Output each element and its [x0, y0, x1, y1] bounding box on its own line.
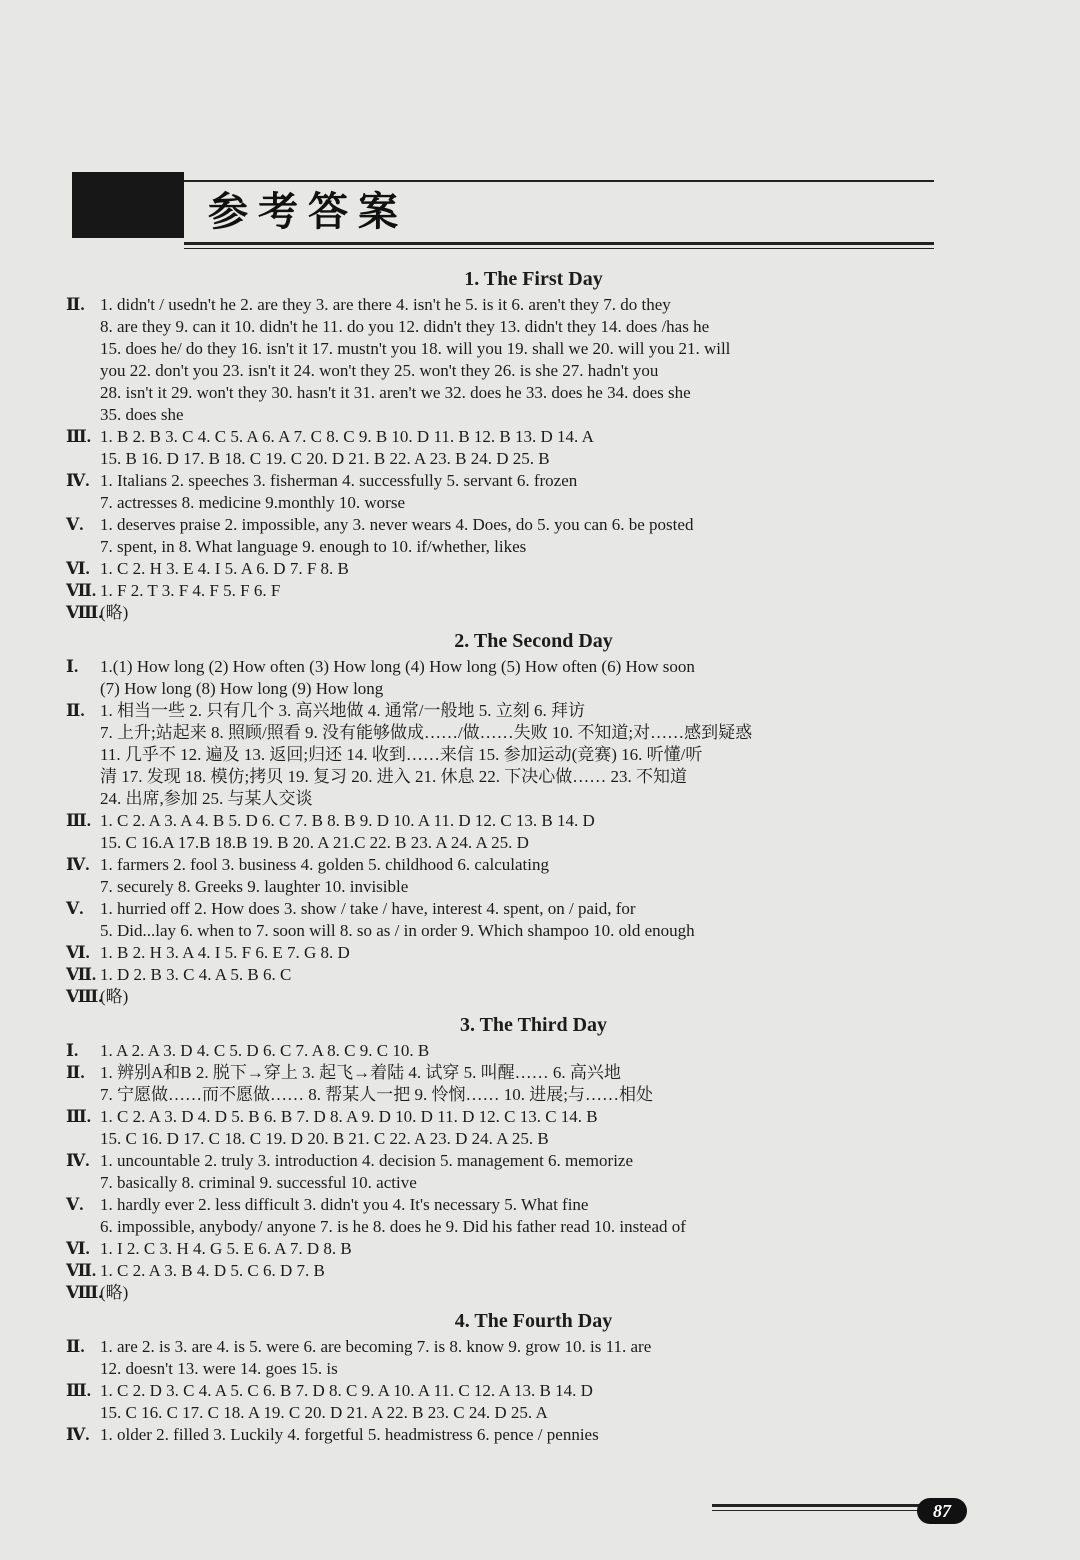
section-numeral: Ⅰ. — [66, 657, 79, 676]
answer-line: 1. older 2. filled 3. Luckily 4. forgetful 5. headmistress 6. pence / pennies — [100, 1425, 599, 1444]
section-numeral: Ⅴ. — [66, 899, 84, 918]
answer-section — [66, 426, 1001, 470]
answer-section — [66, 656, 1001, 700]
answer-line: 7. actresses 8. medicine 9.monthly 10. worse — [100, 493, 405, 512]
answer-section — [66, 1424, 1001, 1446]
answer-line: 1. Italians 2. speeches 3. fisherman 4. successfully 5. servant 6. frozen — [100, 471, 578, 490]
answer-lines — [100, 1424, 599, 1446]
answer-section — [66, 1040, 1001, 1062]
header-rule-top — [184, 180, 934, 182]
answer-line: 1. hardly ever 2. less difficult 3. didn't you 4. It's necessary 5. What fine — [100, 1195, 589, 1214]
day-heading: 2. The Second Day — [454, 630, 613, 652]
answer-lines — [100, 656, 695, 700]
answer-section — [66, 1150, 1001, 1194]
answer-line: 15. C 16.A 17.B 18.B 19. B 20. A 21.C 22. B 23. A 24. A 25. D — [100, 833, 529, 852]
answer-line: 1. C 2. D 3. C 4. A 5. C 6. B 7. D 8. C 9. A 10. A 11. C 12. A 13. B 14. D — [100, 1381, 593, 1400]
answer-line: 15. B 16. D 17. B 18. C 19. C 20. D 21. B 22. A 23. B 24. D 25. B — [100, 449, 550, 468]
answer-line: 8. are they 9. can it 10. didn't he 11. do you 12. didn't they 13. didn't they 14. does /has he — [100, 317, 710, 336]
answer-lines — [100, 1260, 325, 1282]
answer-section — [66, 964, 1001, 986]
answer-line: (略) — [100, 1283, 129, 1302]
section-numeral: Ⅶ. — [66, 965, 97, 984]
section-numeral: Ⅵ. — [66, 1239, 90, 1258]
answer-lines — [100, 1150, 633, 1194]
answer-line: 15. C 16. D 17. C 18. C 19. D 20. B 21. C 22. A 23. D 24. A 25. B — [100, 1129, 549, 1148]
answer-section — [66, 470, 1001, 514]
answer-line: 1. F 2. T 3. F 4. F 5. F 6. F — [100, 581, 281, 600]
section-numeral: Ⅱ. — [66, 1337, 85, 1356]
answer-section — [66, 986, 1001, 1008]
page-title: 参考答案 — [208, 189, 408, 235]
answer-line: 7. 宁愿做……而不愿做…… 8. 帮某人一把 9. 怜悯…… 10. 进展;与……相处 — [100, 1085, 653, 1104]
answer-line: 15. C 16. C 17. C 18. A 19. C 20. D 21. A 22. B 23. C 24. D 25. A — [100, 1403, 548, 1422]
answer-section — [66, 700, 1001, 810]
section-numeral: Ⅴ. — [66, 1195, 84, 1214]
answer-lines — [100, 1040, 429, 1062]
answer-section — [66, 294, 1001, 426]
answer-lines — [100, 514, 693, 558]
answer-content — [66, 262, 1001, 1446]
answer-line: 1. A 2. A 3. D 4. C 5. D 6. C 7. A 8. C 9. C 10. B — [100, 1041, 430, 1060]
answer-line: 1. C 2. A 3. B 4. D 5. C 6. D 7. B — [100, 1261, 325, 1280]
answer-lines — [100, 294, 730, 426]
answer-line: (略) — [100, 603, 129, 622]
answer-line: 7. spent, in 8. What language 9. enough to 10. if/whether, likes — [100, 537, 527, 556]
answer-lines — [100, 964, 291, 986]
answer-section — [66, 1194, 1001, 1238]
page-header — [72, 172, 934, 250]
section-numeral: Ⅱ. — [66, 701, 85, 720]
section-numeral: Ⅲ. — [66, 427, 91, 446]
answer-lines — [100, 1380, 593, 1424]
section-numeral: Ⅲ. — [66, 811, 91, 830]
answer-line: 7. 上升;站起来 8. 照顾/照看 9. 没有能够做成……/做……失败 10. 不知道;对……感到疑惑 — [100, 723, 753, 742]
answer-line: 1. farmers 2. fool 3. business 4. golden 5. childhood 6. calculating — [100, 855, 549, 874]
answer-line: (7) How long (8) How long (9) How long — [100, 679, 384, 698]
answer-lines — [100, 1282, 128, 1304]
answer-section — [66, 558, 1001, 580]
answer-line: 7. basically 8. criminal 9. successful 10. active — [100, 1173, 417, 1192]
day-heading: 3. The Third Day — [459, 1014, 608, 1036]
day-heading: 4. The Fourth Day — [454, 1310, 613, 1332]
answer-lines — [100, 1194, 686, 1238]
answer-line: 28. isn't it 29. won't they 30. hasn't it 31. aren't we 32. does he 33. does he 34. does she — [100, 383, 691, 402]
answer-lines — [100, 854, 549, 898]
answer-section — [66, 898, 1001, 942]
answer-line: 1. uncountable 2. truly 3. introduction 4. decision 5. management 6. memorize — [100, 1151, 634, 1170]
day-block — [66, 626, 1001, 1008]
answer-section — [66, 1062, 1001, 1106]
section-numeral: Ⅱ. — [66, 295, 85, 314]
section-numeral: Ⅷ. — [66, 987, 103, 1006]
answer-section — [66, 1282, 1001, 1304]
answer-line: 11. 几乎不 12. 遍及 13. 返回;归还 14. 收到……来信 15. 参加运动(竞赛) 16. 听懂/听 — [100, 745, 703, 764]
answer-lines — [100, 580, 280, 602]
answer-lines — [100, 1336, 651, 1380]
day-block — [66, 264, 1001, 624]
answer-line: 清 17. 发现 18. 模仿;拷贝 19. 复习 20. 进入 21. 休息 22. 下决心做…… 23. 不知道 — [100, 767, 687, 786]
answer-section — [66, 810, 1001, 854]
section-numeral: Ⅴ. — [66, 515, 84, 534]
answer-lines — [100, 700, 752, 810]
answer-section — [66, 1336, 1001, 1380]
answer-line: 1. hurried off 2. How does 3. show / take / have, interest 4. spent, on / paid, for — [100, 899, 636, 918]
answer-line: 1. didn't / usedn't he 2. are they 3. are there 4. isn't he 5. is it 6. aren't they 7. do they — [100, 295, 671, 314]
answer-line: 1. B 2. H 3. A 4. I 5. F 6. E 7. G 8. D — [100, 943, 350, 962]
answer-line: 24. 出席,参加 25. 与某人交谈 — [100, 789, 313, 808]
answer-line: 1. 辨别A和B 2. 脱下→穿上 3. 起飞→着陆 4. 试穿 5. 叫醒…… 6. 高兴地 — [100, 1063, 621, 1082]
day-block — [66, 1306, 1001, 1446]
section-numeral: Ⅳ. — [66, 471, 90, 490]
answer-line: 1. 相当一些 2. 只有几个 3. 高兴地做 4. 通常/一般地 5. 立刻 6. 拜访 — [100, 701, 585, 720]
answer-line: 1. C 2. A 3. D 4. D 5. B 6. B 7. D 8. A 9. D 10. D 11. D 12. C 13. C 14. B — [100, 1107, 598, 1126]
page-number: 87 — [917, 1498, 967, 1524]
answer-line: 1. I 2. C 3. H 4. G 5. E 6. A 7. D 8. B — [100, 1239, 352, 1258]
answer-section — [66, 1260, 1001, 1282]
section-numeral: Ⅲ. — [66, 1381, 91, 1400]
page-footer — [712, 1498, 972, 1530]
answer-section — [66, 1106, 1001, 1150]
header-black-block — [72, 172, 184, 238]
section-numeral: Ⅶ. — [66, 581, 97, 600]
section-numeral: Ⅵ. — [66, 943, 90, 962]
section-numeral: Ⅲ. — [66, 1107, 91, 1126]
day-heading: 1. The First Day — [464, 268, 603, 290]
footer-rule-thin — [712, 1510, 927, 1511]
section-numeral: Ⅵ. — [66, 559, 90, 578]
answer-lines — [100, 1106, 598, 1150]
answer-line: 6. impossible, anybody/ anyone 7. is he 8. does he 9. Did his father read 10. instead of — [100, 1217, 686, 1236]
answer-line: 5. Did...lay 6. when to 7. soon will 8. so as / in order 9. Which shampoo 10. old enough — [100, 921, 695, 940]
answer-lines — [100, 898, 695, 942]
answer-section — [66, 1380, 1001, 1424]
answer-line: 1. are 2. is 3. are 4. is 5. were 6. are becoming 7. is 8. know 9. grow 10. is 11. are — [100, 1337, 652, 1356]
answer-section — [66, 942, 1001, 964]
answer-line: 1. C 2. H 3. E 4. I 5. A 6. D 7. F 8. B — [100, 559, 349, 578]
answer-section — [66, 602, 1001, 624]
section-numeral: Ⅷ. — [66, 1283, 103, 1302]
section-numeral: Ⅳ. — [66, 1151, 90, 1170]
answer-line: 35. does she — [100, 405, 184, 424]
answer-line: 1. B 2. B 3. C 4. C 5. A 6. A 7. C 8. C 9. B 10. D 11. B 12. B 13. D 14. A — [100, 427, 594, 446]
answer-line: (略) — [100, 987, 129, 1006]
section-numeral: Ⅱ. — [66, 1063, 85, 1082]
answer-line: 15. does he/ do they 16. isn't it 17. mustn't you 18. will you 19. shall we 20. will you 21. will — [100, 339, 731, 358]
answer-lines — [100, 986, 128, 1008]
day-block — [66, 1010, 1001, 1304]
answer-line: 12. doesn't 13. were 14. goes 15. is — [100, 1359, 338, 1378]
answer-section — [66, 1238, 1001, 1260]
answer-lines — [100, 602, 128, 624]
answer-line: 7. securely 8. Greeks 9. laughter 10. invisible — [100, 877, 409, 896]
answer-section — [66, 854, 1001, 898]
answer-section — [66, 514, 1001, 558]
answer-lines — [100, 426, 594, 470]
answer-line: 1. deserves praise 2. impossible, any 3. never wears 4. Does, do 5. you can 6. be posted — [100, 515, 694, 534]
answer-line: you 22. don't you 23. isn't it 24. won't they 25. won't they 26. is she 27. hadn't you — [100, 361, 659, 380]
answer-line: 1. C 2. A 3. A 4. B 5. D 6. C 7. B 8. B 9. D 10. A 11. D 12. C 13. B 14. D — [100, 811, 595, 830]
answer-lines — [100, 558, 349, 580]
answer-section — [66, 580, 1001, 602]
section-numeral: Ⅷ. — [66, 603, 103, 622]
section-numeral: Ⅳ. — [66, 1425, 90, 1444]
answer-lines — [100, 1238, 352, 1260]
answer-lines — [100, 1062, 653, 1106]
footer-rule — [712, 1504, 927, 1507]
answer-lines — [100, 810, 595, 854]
header-rule-bottom — [184, 242, 934, 245]
section-numeral: Ⅶ. — [66, 1261, 97, 1280]
section-numeral: Ⅳ. — [66, 855, 90, 874]
answer-line: 1. D 2. B 3. C 4. A 5. B 6. C — [100, 965, 292, 984]
answer-line: 1.(1) How long (2) How often (3) How long (4) How long (5) How often (6) How soon — [100, 657, 695, 676]
section-numeral: Ⅰ. — [66, 1041, 79, 1060]
answer-lines — [100, 470, 577, 514]
header-rule-bottom-thin — [184, 248, 934, 249]
answer-lines — [100, 942, 350, 964]
